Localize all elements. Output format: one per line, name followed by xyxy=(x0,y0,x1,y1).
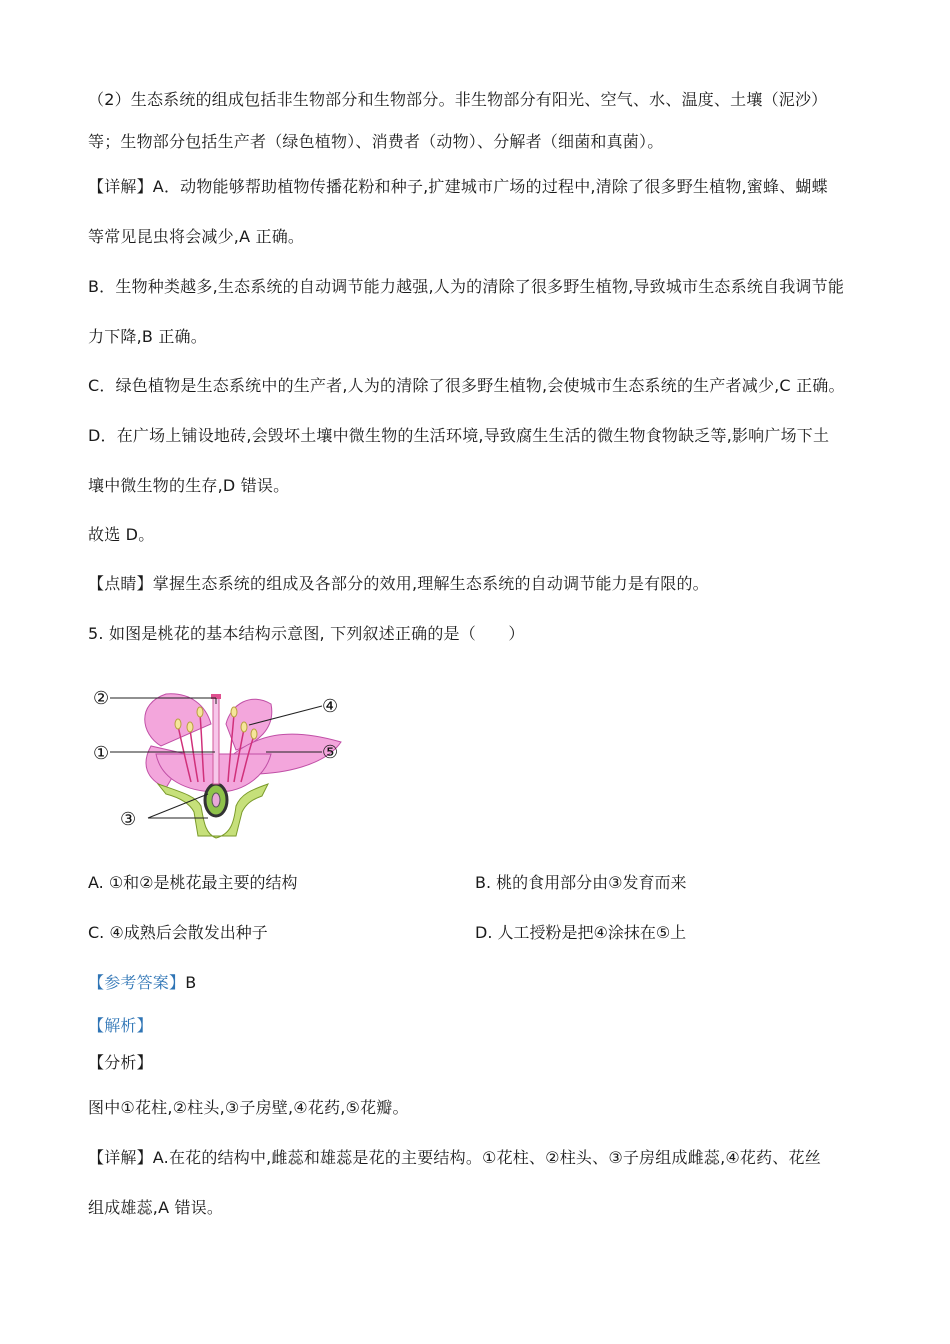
option-c: C. ④成熟后会散发出种子 xyxy=(88,923,268,942)
option-b: B. 桃的食用部分由③发育而来 xyxy=(475,873,687,892)
paragraph-line: D．在广场上铺设地砖,会毁坏土壤中微生物的生活环境,导致腐生生活的微生物食物缺乏等,影响广场下土 xyxy=(88,426,830,445)
analysis-line: 图中①花柱,②柱头,③子房壁,④花药,⑤花瓣。 xyxy=(88,1098,409,1117)
label-4: ④ xyxy=(322,696,339,717)
anther xyxy=(197,707,203,717)
label-2: ② xyxy=(93,688,110,709)
anther xyxy=(241,722,247,732)
analysis-label: 【解析】 xyxy=(88,1016,153,1035)
analysis-line: 【详解】A.在花的结构中,雌蕊和雄蕊是花的主要结构。①花柱、②柱头、③子房组成雌蕊,④花药、花丝 xyxy=(88,1148,821,1167)
anther xyxy=(231,707,237,717)
peach-flower-diagram xyxy=(86,684,356,844)
answer-line xyxy=(88,971,196,995)
paragraph-line: 故选 D。 xyxy=(88,525,155,544)
paragraph-line: （2）生态系统的组成包括非生物部分和生物部分。非生物部分有阳光、空气、水、温度、土壤（泥沙） xyxy=(88,90,828,109)
style xyxy=(213,698,219,784)
ovule xyxy=(212,793,220,807)
paragraph-line: 壤中微生物的生存,D 错误。 xyxy=(88,476,290,495)
paragraph-line: 【点睛】掌握生态系统的组成及各部分的效用,理解生态系统的自动调节能力是有限的。 xyxy=(88,574,709,593)
anther xyxy=(175,719,181,729)
answer-value: B xyxy=(185,973,197,992)
paragraph-line: 【详解】A．动物能够帮助植物传播花粉和种子,扩建城市广场的过程中,清除了很多野生植物,蜜蜂、蝴蝶 xyxy=(88,177,828,196)
paragraph-line: 等常见昆虫将会减少,A 正确。 xyxy=(88,227,305,246)
analysis-head: 【分析】 xyxy=(88,1053,153,1072)
paragraph-line: 力下降,B 正确。 xyxy=(88,327,207,346)
answer-label: 【参考答案】 xyxy=(88,973,186,992)
paragraph-line: B．生物种类越多,生态系统的自动调节能力越强,人为的清除了很多野生植物,导致城市生态系统自我调节能 xyxy=(88,277,845,296)
label-5: ⑤ xyxy=(322,742,339,763)
analysis-line: 组成雄蕊,A 错误。 xyxy=(88,1198,224,1217)
question-title: 5. 如图是桃花的基本结构示意图, 下列叙述正确的是（ ） xyxy=(88,624,525,643)
anther xyxy=(187,722,193,732)
label-1: ① xyxy=(93,743,110,764)
paragraph-line: C．绿色植物是生态系统中的生产者,人为的清除了很多野生植物,会使城市生态系统的生产者减少,C 正确。 xyxy=(88,376,845,395)
label-3: ③ xyxy=(120,809,137,830)
option-d: D. 人工授粉是把④涂抹在⑤上 xyxy=(475,923,687,942)
option-a: A. ①和②是桃花最主要的结构 xyxy=(88,873,298,892)
anther xyxy=(251,729,257,739)
paragraph-line: 等；生物部分包括生产者（绿色植物）、消费者（动物）、分解者（细菌和真菌）。 xyxy=(88,132,664,151)
